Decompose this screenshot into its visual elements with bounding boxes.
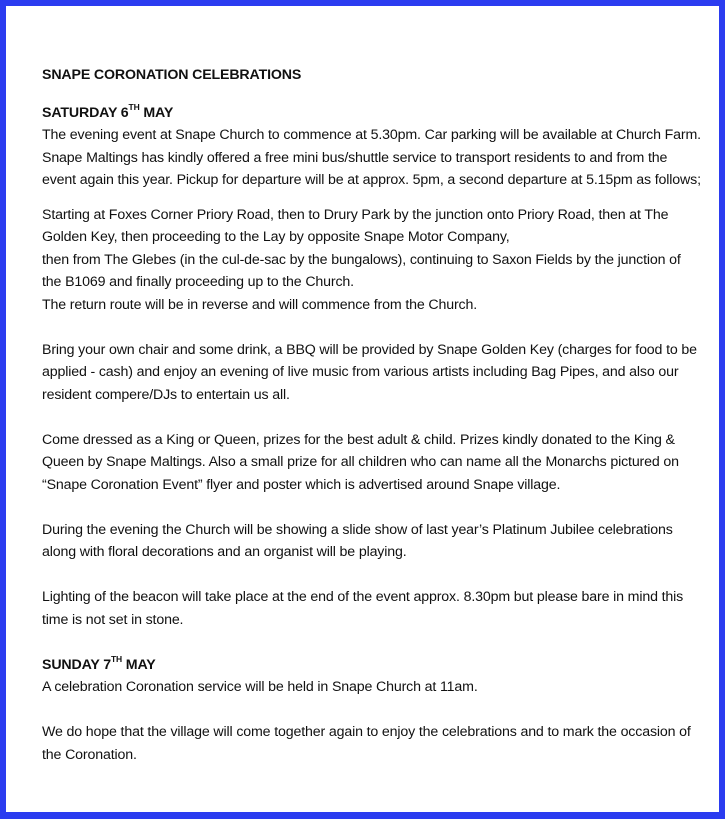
sunday-heading-date: SUNDAY 7: [42, 656, 111, 673]
route-line: Starting at Foxes Corner Priory Road, then to Drury Park by the junction onto Priory Road, then at The Golden Key, then proceeding to the Lay by opposite Snape Motor Company,: [42, 206, 669, 245]
beacon-paragraph: Lighting of the beacon will take place at the end of the event approx. 8.30pm but please bare in mind this time is not set in stone.: [42, 589, 684, 628]
saturday-heading: [42, 102, 702, 125]
slide-show-paragraph: During the evening the Church will be showing a slide show of last year’s Platinum Jubilee celebrations along with floral decorations and an organist will be playing.: [42, 521, 673, 560]
sunday-heading: [42, 654, 702, 677]
saturday-heading-month: MAY: [139, 104, 174, 121]
document-body: [42, 64, 702, 789]
saturday-heading-date: SATURDAY 6: [42, 104, 129, 121]
closing-paragraph: We do hope that the village will come together again to enjoy the celebrations and to mark the occasion of the Coronation.: [42, 724, 691, 763]
sunday-heading-month: MAY: [122, 656, 156, 673]
bring-chair-paragraph: Bring your own chair and some drink, a BBQ will be provided by Snape Golden Key (charges for food to be applied - cash) and enjoy an evening of live music from various artists including Bag Pipes, and also our resident compere/DJs to entertain us all.: [42, 341, 697, 403]
saturday-heading-ordinal: TH: [128, 101, 140, 112]
sunday-service-paragraph: A celebration Coronation service will be held in Snape Church at 11am.: [42, 679, 478, 695]
dress-up-paragraph: Come dressed as a King or Queen, prizes for the best adult & child. Prizes kindly donated to the King & Queen by Snape Maltings. Also a small prize for all children who can name all the Monarchs pictured on “Snape Coronation Event” flyer and poster which is advertised around Snape village.: [42, 431, 679, 493]
shuttle-route-paragraph: [42, 204, 702, 317]
route-line: then from The Glebes (in the cul-de-sac by the bungalows), continuing to Saxon Fields by the junction of the B1069 and finally proceeding up to the Church.: [42, 251, 681, 290]
route-line: The return route will be in reverse and will commence from the Church.: [42, 296, 478, 313]
document-title: SNAPE CORONATION CELEBRATIONS: [42, 67, 302, 83]
saturday-intro-paragraph: The evening event at Snape Church to commence at 5.30pm. Car parking will be available at Church Farm. Snape Maltings has kindly offered a free mini bus/shuttle service to transport residents to and from the event again this year. Pickup for departure will be at approx. 5pm, a second departure at 5.15pm as follows;: [42, 127, 701, 188]
sunday-heading-ordinal: TH: [110, 653, 123, 664]
